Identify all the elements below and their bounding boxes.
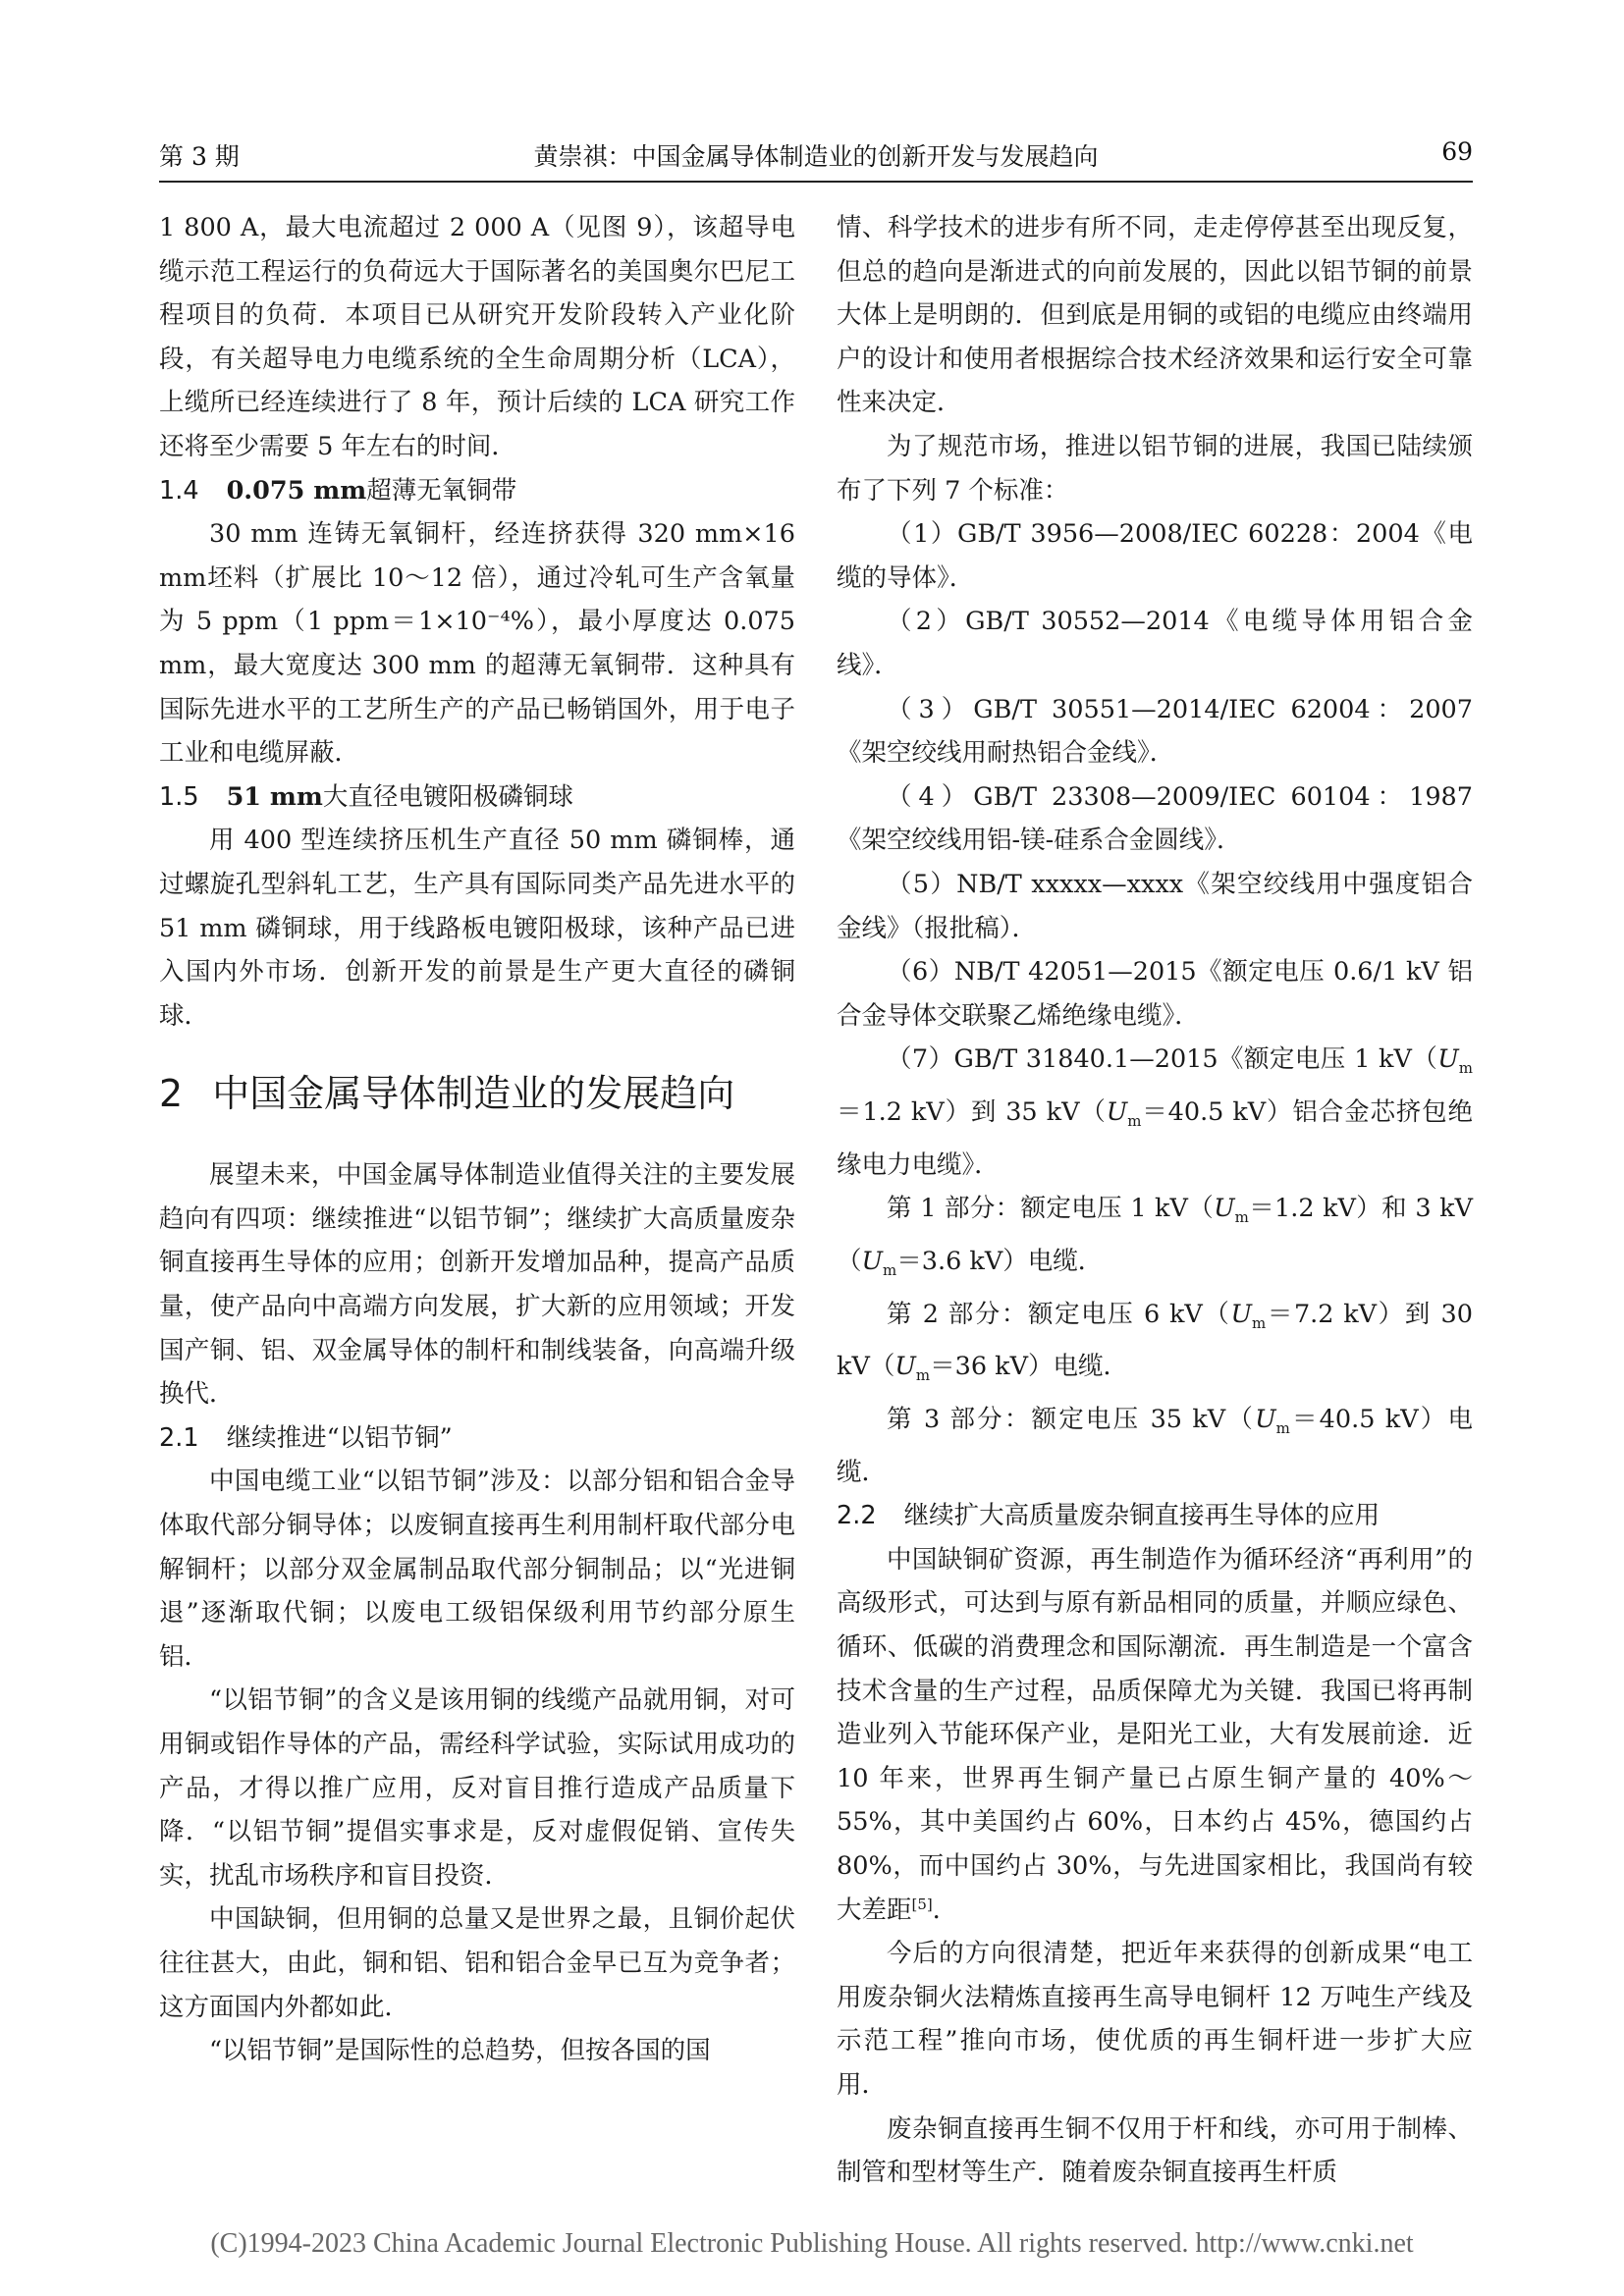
symbol-u: U (1437, 1044, 1459, 1075)
text-run: ． (932, 1895, 958, 1925)
symbol-u: U (894, 1352, 916, 1382)
symbol-m: m (883, 1261, 897, 1280)
text-run: 中国缺铜矿资源，再生制造作为循环经济“再利用”的高级形式，可达到与原有新品相同的质量，并顺应绿色、循环、低碳的消费理念和国际潮流．再生制造是一个富含技术含量的生产过程，品质保障尤为关键．我国已将再制造业列入节能环保产业，是阳光工业，大有发展前途．近 10 年来，世界再生铜产量已占原生铜产量的 40%～55%，其中美国约占 60%，日本约占 45%，德国约占 80%，而中国约占 30%，与先进国家相比，我国尚有较大差距 (837, 1544, 1473, 1925)
part-item (837, 1293, 1473, 1398)
standard-item: （2）GB/T 30552—2014《电缆导体用铝合金线》． (837, 607, 1473, 680)
paragraph: “以铝节铜”的含义是该用铜的线缆产品就用铜，对可用铜或铝作导体的产品，需经科学试验，实际试用成功的产品，才得以推广应用，反对盲目推行造成产品质量下降．“以铝节铜”提倡实事求是，反对虚假促销、宣传失实，扰乱市场秩序和盲目投资． (159, 1685, 795, 1891)
part-item (837, 1187, 1473, 1292)
paragraph: 中国缺铜，但用铜的总量又是世界之最，且铜价起伏往往甚大，由此，铜和铝、铝和铝合金早已互为竞争者；这方面国内外都如此． (159, 1904, 795, 2022)
symbol-m: m (1127, 1112, 1142, 1131)
paragraph: 用 400 型连续挤压机生产直径 50 mm 磷铜棒，通过螺旋孔型斜轧工艺，生产具有国际同类产品先进水平的 51 mm 磷铜球，用于线路板电镀阳极球，该种产品已进入国内外市场．创新开发的前景是生产更大直径的磷铜球． (159, 826, 795, 1031)
subsection-heading-2-1 (159, 1416, 795, 1461)
header-rule (159, 181, 1473, 183)
paragraph: 为了规范市场，推进以铝节铜的进展，我国已陆续颁布了下列 7 个标准： (837, 431, 1473, 506)
section-number: 2 (159, 1072, 184, 1116)
text-run: ＝7.2 kV）到 30 kV（ (837, 1299, 1473, 1382)
section-heading-2 (159, 1063, 795, 1124)
subsection-heading-text: 继续扩大高质量废杂铜直接再生导体的应用 (903, 1501, 1380, 1531)
symbol-u: U (1214, 1194, 1235, 1224)
text-run: ＝1.2 kV）和 3 kV（ (837, 1194, 1473, 1276)
paragraph: “以铝节铜”是国际性的总趋势，但按各国的国 (209, 2036, 711, 2066)
subsection-heading-1-5 (159, 775, 795, 820)
paragraph (837, 1538, 1473, 1932)
text-run: ＝3.6 kV）电缆． (896, 1246, 1104, 1276)
standard-item: （1）GB/T 3956—2008/IEC 60228：2004《电缆的导体》． (837, 519, 1473, 593)
symbol-m: m (915, 1366, 931, 1385)
symbol-u: U (1106, 1096, 1128, 1127)
subsection-number: 2.2 (837, 1501, 877, 1531)
symbol-u: U (1230, 1299, 1253, 1329)
subsection-heading-bold: 0.075 mm (226, 475, 367, 506)
text-run: 第 2 部分：额定电压 6 kV（ (887, 1299, 1231, 1329)
text-run: ＝40.5 kV）电缆． (837, 1405, 1473, 1487)
subsection-number: 2.1 (159, 1422, 199, 1453)
subsection-heading-text: 继续推进“以铝节铜” (226, 1422, 453, 1453)
standard-item: （4）GB/T 23308—2009/IEC 60104：1987《架空绞线用铝-镁-硅系合金圆线》． (837, 781, 1473, 856)
part-item (837, 1398, 1473, 1494)
symbol-m: m (1234, 1208, 1249, 1227)
standard-item (837, 1038, 1473, 1187)
standard-item: （6）NB/T 42051—2015《额定电压 0.6/1 kV 铝合金导体交联聚乙烯绝缘电缆》． (837, 957, 1473, 1031)
page-number: 69 (1441, 137, 1473, 166)
symbol-m: m (1458, 1059, 1473, 1078)
paragraph: 中国电缆工业“以铝节铜”涉及：以部分铝和铝合金导体取代部分铜导体；以废铜直接再生利用制杆取代部分电解铜杆；以部分双金属制品取代部分铜制品；以“光进铜退”逐渐取代铜；以废电工级铝保级利用节约部分原生铝． (159, 1467, 795, 1672)
paragraph: 废杂铜直接再生铜不仅用于杆和线，亦可用于制棒、制管和型材等生产．随着废杂铜直接再生杆质 (837, 2113, 1473, 2188)
subsection-heading-bold: 51 mm (226, 781, 323, 812)
text-run: 第 1 部分：额定电压 1 kV（ (887, 1194, 1215, 1224)
section-title: 中国金属导体制造业的发展趋向 (212, 1072, 735, 1116)
subsection-heading-2-2 (837, 1494, 1473, 1538)
symbol-m: m (1275, 1419, 1290, 1438)
paragraph: 30 mm 连铸无氧铜杆，经连挤获得 320 mm×16 mm坯料（扩展比 10～12 倍），通过冷轧可生产含氧量为 5 ppm（1 ppm＝1×10⁻⁴%），最小厚度达 0.075 mm，最大宽度达 300 mm 的超薄无氧铜带．这种具有国际先进水平的工艺所生产的产品已畅销国外，用于电子工业和电缆屏蔽． (159, 519, 795, 769)
left-column (159, 206, 795, 2073)
symbol-m: m (1252, 1313, 1267, 1332)
standard-item: （5）NB/T xxxxx—xxxx《架空绞线用中强度铝合金线》（报批稿）． (837, 869, 1473, 943)
paragraph: 今后的方向很清楚，把近年来获得的创新成果“电工用废杂铜火法精炼直接再生高导电铜杆 12 万吨生产线及示范工程”推向市场，使优质的再生铜杆进一步扩大应用． (837, 1939, 1473, 2100)
text-run: （7）GB/T 31840.1—2015《额定电压 1 kV（ (887, 1044, 1438, 1075)
text-run: 第 3 部分：额定电压 35 kV（ (887, 1405, 1256, 1434)
symbol-u: U (861, 1246, 884, 1276)
text-run: ＝1.2 kV）到 35 kV（ (837, 1096, 1107, 1127)
subsection-number: 1.5 (159, 781, 199, 812)
copyright-footer: (C)1994-2023 China Academic Journal Electronic Publishing House. All rights reserved. http://www.cnki.net (210, 2228, 1414, 2259)
symbol-u: U (1255, 1405, 1276, 1434)
right-column (837, 206, 1473, 2195)
subsection-heading-text: 大直径电镀阳极磷铜球 (322, 781, 573, 812)
page-header (159, 137, 1473, 177)
standard-item: （3）GB/T 30551—2014/IEC 62004：2007《架空绞线用耐热铝合金线》． (837, 694, 1473, 769)
issue-label: 第 3 期 (159, 142, 240, 171)
subsection-heading-text: 超薄无氧铜带 (366, 475, 517, 506)
text-run: ＝40.5 kV）铝合金芯挤包绝缘电力电缆》． (837, 1096, 1473, 1180)
subsection-number: 1.4 (159, 475, 199, 506)
paragraph: 1 800 A，最大电流超过 2 000 A（见图 9），该超导电缆示范工程运行的负荷远大于国际著名的美国奥尔巴尼工程项目的负荷．本项目已从研究开发阶段转入产业化阶段，有关超导电力电缆系统的全生命周期分析（LCA），上缆所已经连续进行了 8 年，预计后续的 LCA 研究工作还将至少需要 5 年左右的时间． (159, 213, 795, 461)
citation-ref[interactable]: [5] (911, 1895, 933, 1913)
text-run: ＝36 kV）电缆． (930, 1352, 1129, 1382)
paragraph: 展望未来，中国金属导体制造业值得关注的主要发展趋向有四项：继续推进“以铝节铜”；继续扩大高质量废杂铜直接再生导体的应用；创新开发增加品种，提高产品质量，使产品向中高端方向发展，扩大新的应用领域；开发国产铜、铝、双金属导体的制杆和制线装备，向高端升级换代． (159, 1160, 795, 1410)
running-title: 黄崇祺：中国金属导体制造业的创新开发与发展趋向 (533, 142, 1099, 171)
paragraph: 情、科学技术的进步有所不同，走走停停甚至出现反复，但总的趋向是渐进式的向前发展的，因此以铝节铜的前景大体上是明朗的．但到底是用铜的或铝的电缆应由终端用户的设计和使用者根据综合技术经济效果和运行安全可靠性来决定． (837, 213, 1473, 418)
subsection-heading-1-4 (159, 469, 795, 513)
